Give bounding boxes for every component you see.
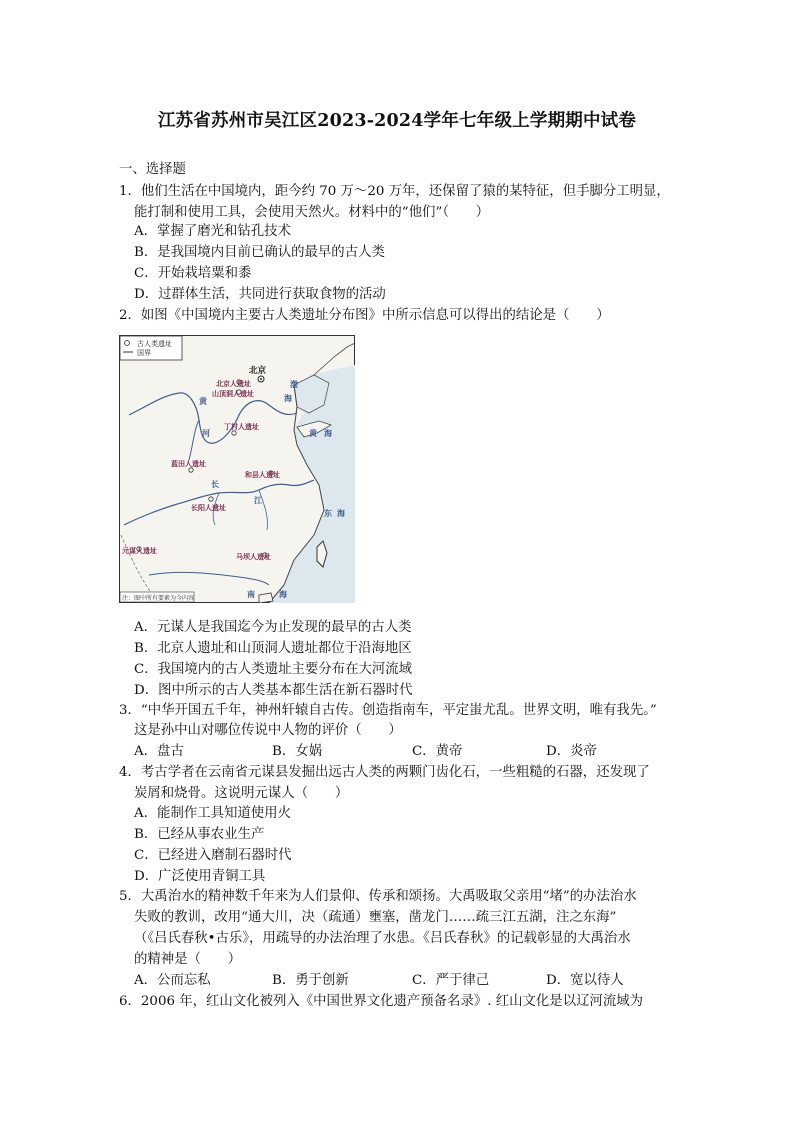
- map-note: 注：图中所有要素为今内容: [122, 596, 195, 602]
- water-nanhai: 海: [279, 590, 287, 599]
- water-bo: 渤: [290, 380, 298, 389]
- q5-option-b: B．勇于创新: [272, 973, 349, 988]
- q1-stem-line2: 能打制和使用工具，会使用天然火。材料中的“他们”（ ）: [134, 205, 490, 220]
- q5-stem-line2: 失败的教训，改用“通大川，决（疏通）壅塞，凿龙门……疏三江五湖，注之东海”: [134, 910, 617, 925]
- site-shandingdong: 山顶洞人遗址: [212, 391, 254, 398]
- exam-title: 江苏省苏州市吴江区2023-2024学年七年级上学期期中试卷: [157, 111, 637, 131]
- beijing-label: 北京: [249, 365, 267, 375]
- site-hexian: 和县人遗址: [245, 472, 280, 479]
- q1-option-b: B．是我国境内目前已确认的最早的古人类: [134, 245, 385, 260]
- q1-stem-line1: 1．他们生活在中国境内，距今约 70 万～20 万年，还保留了猿的某特征，但手脚分工明显，: [119, 184, 670, 199]
- q3-stem-line2: 这是孙中山对哪位传说中人物的评价（ ）: [134, 723, 402, 738]
- site-lantian: 蓝田人遗址: [171, 461, 206, 468]
- q3-option-a: A．盘古: [134, 744, 184, 759]
- legend-site-label: 古人类遗址: [137, 341, 172, 348]
- water-huanghai-1: 黄: [309, 429, 317, 438]
- q3-option-c: C．黄帝: [412, 744, 463, 759]
- q2-option-c: C．我国境内的古人类遗址主要分布在大河流域: [134, 662, 413, 677]
- q5-option-d: D．宽以待人: [546, 973, 624, 988]
- q3-stem-line1: 3．“中华开国五千年，神州轩辕自古传。创造指南车，平定蚩尤乱。世界文明，唯有我先。”: [119, 703, 657, 718]
- q4-option-b: B．已经从事农业生产: [134, 827, 265, 842]
- water-he: 河: [202, 429, 210, 438]
- site-yuanmou: 元谋人遗址: [122, 548, 157, 555]
- water-bo-hai: 海: [284, 394, 292, 403]
- q1-option-c: C．开始栽培粟和黍: [134, 266, 252, 281]
- q4-stem-line1: 4．考古学者在云南省元谋县发掘出远古人类的两颗门齿化石，一些粗糙的石器，还发现了: [119, 765, 650, 780]
- q4-option-c: C．已经进入磨制石器时代: [134, 848, 292, 863]
- section-heading: 一、选择题: [119, 162, 186, 177]
- q3-option-d: D．炎帝: [546, 744, 597, 759]
- water-huang: 黄: [199, 397, 207, 406]
- site-changyang: 长阳人遗址: [191, 505, 226, 512]
- q2-stem: 2．如图《中国境内主要古人类遗址分布图》中所示信息可以得出的结论是（ ）: [119, 308, 610, 323]
- water-dong: 东: [324, 509, 332, 518]
- q6-stem-line1: 6．2006 年，红山文化被列入《中国世界文化遗产预备名录》. 红山文化是以辽河流域为: [119, 994, 644, 1009]
- q5-stem-line4: 的精神是（ ）: [134, 952, 242, 967]
- site-beijingren: 北京人遗址: [216, 381, 251, 388]
- q5-stem-line3: （《吕氏春秋•古乐》，用疏导的办法治理了水患。《吕氏春秋》的记载彰显的大禹治水: [134, 931, 631, 946]
- water-chang: 长: [211, 480, 219, 489]
- site-dingcun: 丁村人遗址: [224, 424, 259, 431]
- water-jiang: 江: [254, 496, 262, 505]
- water-huanghai-2: 海: [324, 429, 332, 438]
- q2-option-d: D．图中所示的古人类基本都生活在新石器时代: [134, 683, 413, 698]
- q5-options: [134, 972, 654, 990]
- q4-option-d: D．广泛使用青铜工具: [134, 869, 266, 884]
- q1-option-a: A．掌握了磨光和钻孔技术: [134, 224, 291, 239]
- q4-option-a: A．能制作工具知道使用火: [134, 806, 291, 821]
- q3-option-b: B．女娲: [272, 744, 323, 759]
- q5-stem-line1: 5．大禹治水的精神数千年来为人们景仰、传承和颂扬。大禹吸取父亲用“堵”的办法治水: [119, 889, 637, 904]
- legend-border-label: 国界: [137, 350, 151, 357]
- q4-stem-line2: 炭屑和烧骨。这说明元谋人（ ）: [134, 786, 349, 801]
- q3-options: [134, 743, 654, 761]
- q2-option-b: B．北京人遗址和山顶洞人遗址都位于沿海地区: [134, 641, 412, 656]
- site-maba: 马坝人遗址: [236, 554, 271, 561]
- q5-option-c: C．严于律己: [412, 973, 490, 988]
- water-donghai: 海: [337, 509, 345, 518]
- water-nan: 南: [247, 590, 255, 599]
- q1-option-d: D．过群体生活，共同进行获取食物的活动: [134, 287, 386, 302]
- q5-option-a: A．公而忘私: [134, 973, 211, 988]
- hainan-island: [259, 593, 273, 603]
- ancient-sites-map: [119, 335, 355, 603]
- q2-option-a: A．元谋人是我国迄今为止发现的最早的古人类: [134, 620, 412, 635]
